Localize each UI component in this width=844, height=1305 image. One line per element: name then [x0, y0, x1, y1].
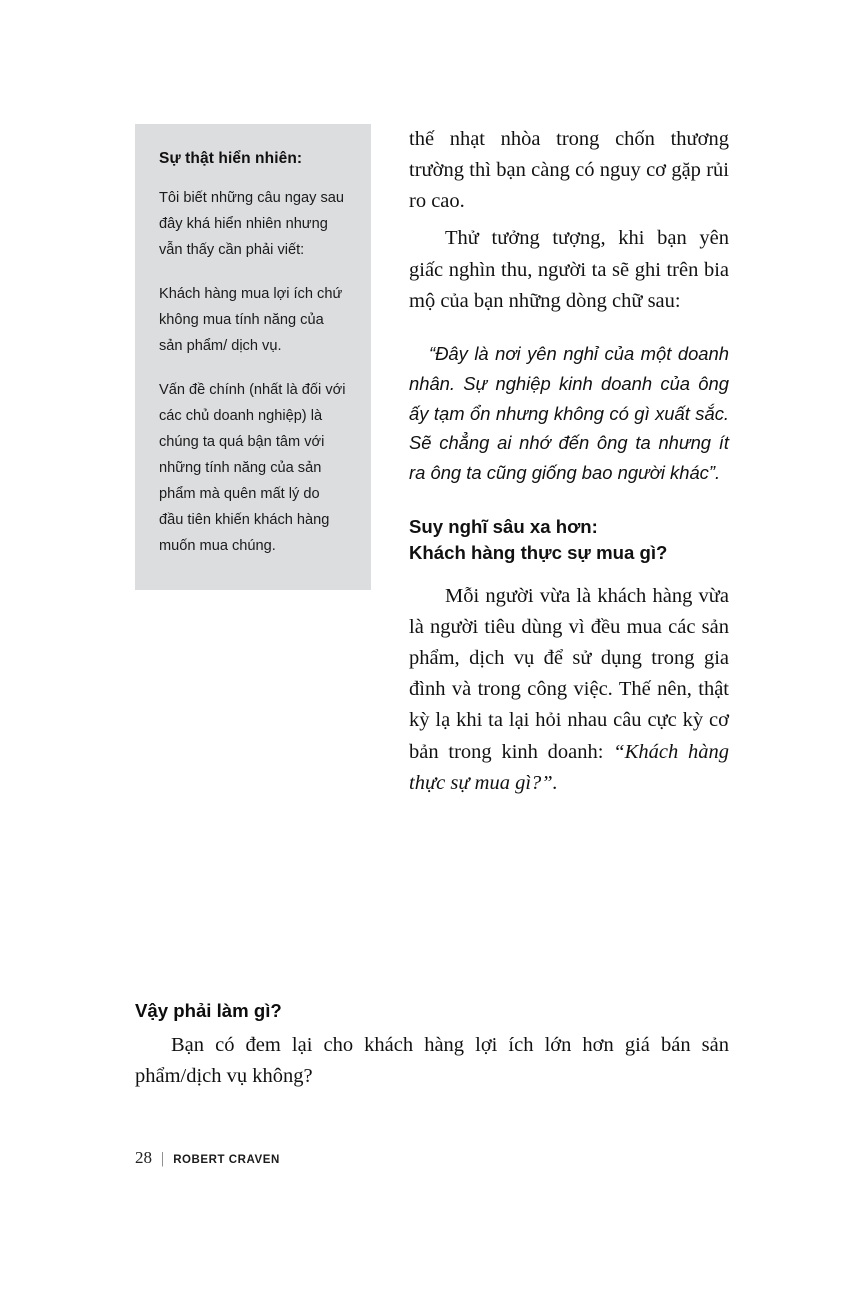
sidebar-heading: Sự thật hiển nhiên: [159, 150, 303, 167]
bottom-heading: Vậy phải làm gì? [135, 1000, 282, 1021]
page-number: 28 [135, 1148, 152, 1167]
body-paragraph-two: Thử tưởng tượng, khi bạn yên giấc nghìn thu, người ta sẽ ghi trên bia mộ của bạn những dòng chữ sau: [409, 227, 729, 312]
body-paragraph-three [409, 581, 729, 799]
sidebar-paragraph-2: Khách hàng mua lợi ích chứ không mua tính năng của sản phẩm/ dịch vụ. [159, 285, 343, 354]
sidebar-paragraph-1: Tôi biết những câu ngay sau đây khá hiển nhiên nhưng vẫn thấy cần phải viết: [159, 190, 345, 258]
bottom-section [135, 1000, 729, 1092]
sidebar-callout-box [135, 124, 371, 590]
main-text-column [409, 124, 729, 799]
body-paragraph-continued: thế nhạt nhòa trong chốn thương trường thì bạn càng có nguy cơ gặp rủi ro cao. [409, 128, 729, 213]
bottom-paragraph: Bạn có đem lại cho khách hàng lợi ích lớn hơn giá bán sản phẩm/dịch vụ không? [135, 1034, 729, 1088]
subheading-line-1: Suy nghĩ sâu xa hơn: [409, 516, 598, 537]
page-footer [135, 1148, 280, 1168]
inline-question-quote: “Khách hàng thực sự mua gì?”. [409, 740, 729, 794]
epitaph-quote: “Đây là nơi yên nghỉ của một doanh nhân. Sự nghiệp kinh doanh của ông ấy tạm ổn nhưng không có gì xuất sắc. Sẽ chẳng ai nhớ đến ông ta nhưng ít ra ông ta cũng giống bao người khác”. [409, 342, 729, 484]
sidebar-paragraph-3: Vấn đề chính (nhất là đối với các chủ doanh nghiệp) là chúng ta quá bận tâm với những tính năng của sản phẩm mà quên mất lý do đầu tiên khiến khách hàng muốn mua chúng. [159, 381, 346, 554]
subheading-line-2: Khách hàng thực sự mua gì? [409, 542, 668, 564]
footer-separator: | [161, 1150, 165, 1167]
body-paragraph-three-text: Mỗi người vừa là khách hàng vừa là người tiêu dùng vì đều mua các sản phẩm, dịch vụ để sử dụng trong gia đình và trong công việc. Thế nên, thật kỳ lạ khi ta lại hỏi nhau câu cực kỳ cơ bản trong kinh doanh: [409, 584, 729, 763]
footer-author-name: ROBERT CRAVEN [173, 1154, 280, 1166]
two-column-area [135, 124, 729, 984]
